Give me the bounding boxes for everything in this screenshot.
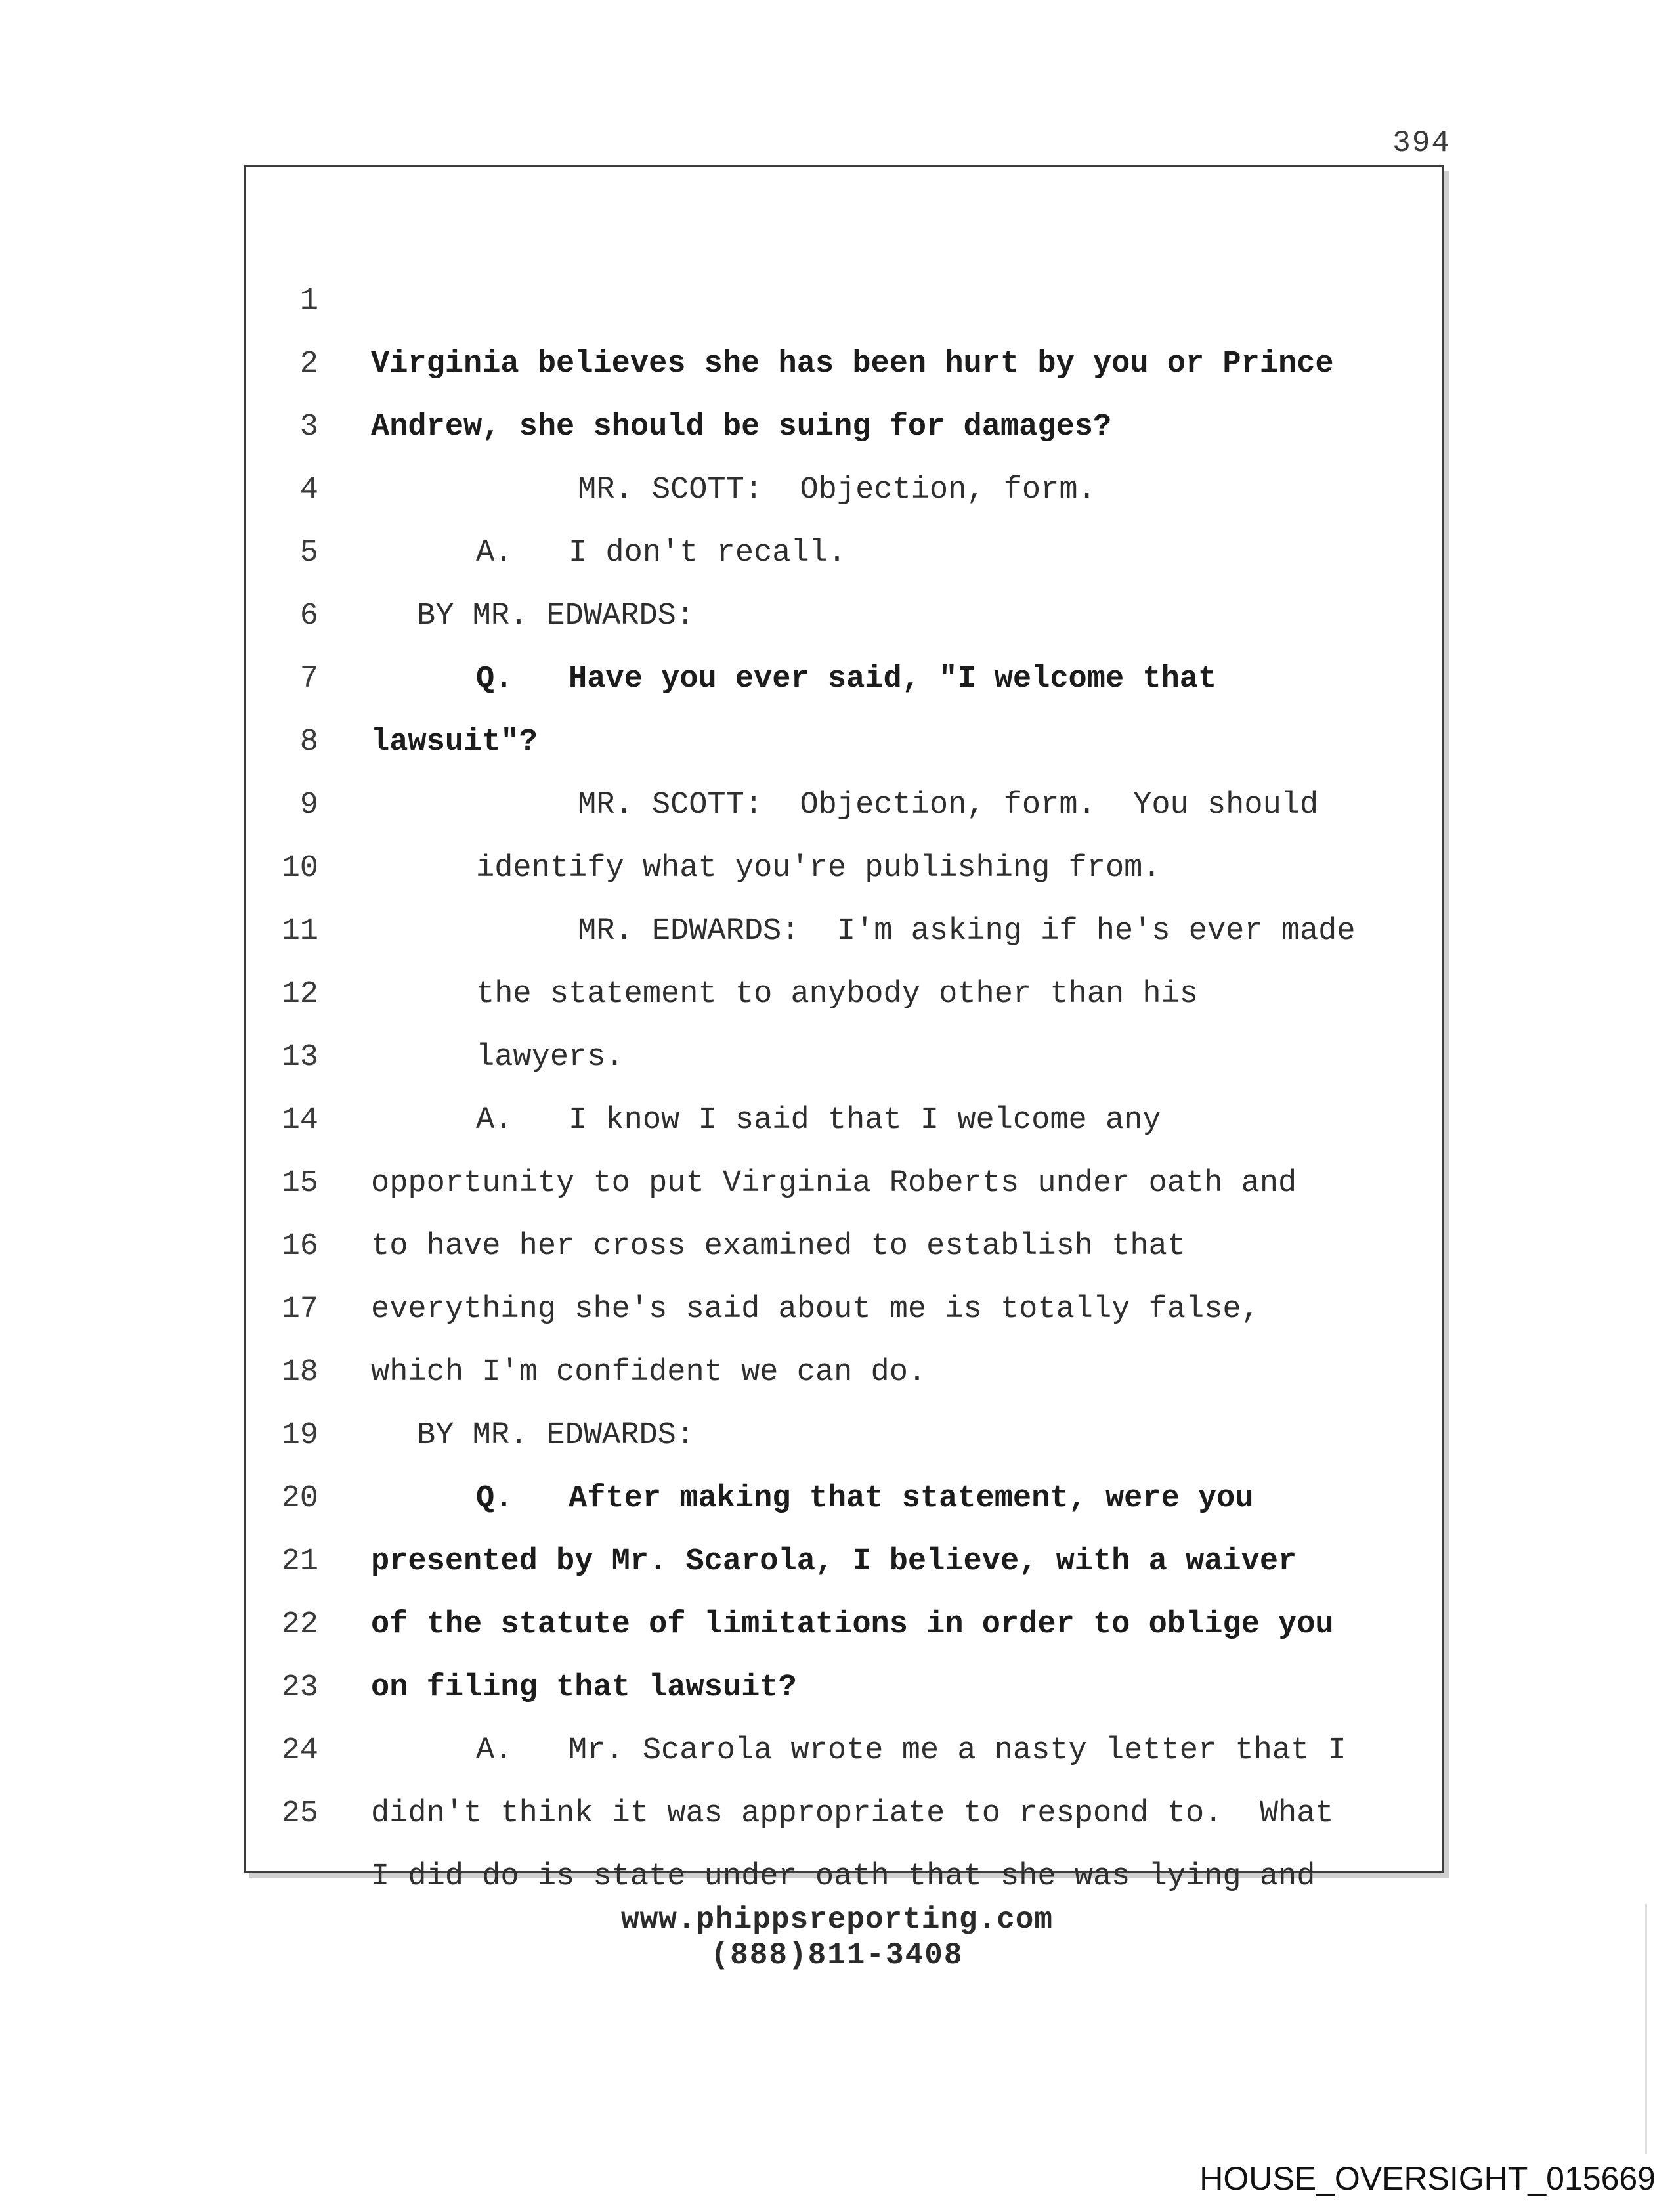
line-text: MR. SCOTT: Objection, form. bbox=[578, 473, 1096, 508]
line-text: BY MR. EDWARDS: bbox=[417, 1418, 695, 1453]
footer-phone: (888)811-3408 bbox=[710, 1938, 964, 1972]
line-text: A. Mr. Scarola wrote me a nasty letter that I bbox=[476, 1733, 1346, 1768]
line-number: 8 bbox=[299, 725, 318, 760]
scan-edge bbox=[1645, 1904, 1647, 2154]
line-text: lawsuit"? bbox=[371, 725, 538, 760]
line-number: 20 bbox=[281, 1481, 318, 1516]
line-number: 16 bbox=[281, 1229, 318, 1264]
line-text: BY MR. EDWARDS: bbox=[417, 599, 695, 634]
line-text: MR. SCOTT: Objection, form. You should bbox=[578, 788, 1319, 823]
line-number: 1 bbox=[299, 284, 318, 318]
line-number: 15 bbox=[281, 1166, 318, 1201]
bates-number: HOUSE_OVERSIGHT_015669 bbox=[1199, 2160, 1656, 2197]
line-number: 4 bbox=[299, 473, 318, 508]
line-number: 11 bbox=[281, 914, 318, 949]
line-number: 24 bbox=[281, 1733, 318, 1768]
line-text: identify what you're publishing from. bbox=[476, 851, 1161, 886]
line-text: opportunity to put Virginia Roberts under oath and bbox=[371, 1166, 1297, 1201]
line-text: everything she's said about me is totally false, bbox=[371, 1292, 1260, 1327]
line-text: Q. Have you ever said, "I welcome that bbox=[476, 662, 1217, 697]
line-text: Virginia believes she has been hurt by you or Prince bbox=[371, 347, 1334, 381]
line-number: 9 bbox=[299, 788, 318, 823]
line-number: 17 bbox=[281, 1292, 318, 1327]
line-number: 19 bbox=[281, 1418, 318, 1453]
transcript-line bbox=[246, 207, 1446, 381]
line-number: 2 bbox=[299, 347, 318, 381]
line-number: 25 bbox=[281, 1796, 318, 1831]
line-text: Q. After making that statement, were you bbox=[476, 1481, 1254, 1516]
line-number: 12 bbox=[281, 977, 318, 1012]
line-text: of the statute of limitations in order to oblige you bbox=[371, 1607, 1334, 1642]
line-number: 6 bbox=[299, 599, 318, 634]
line-number: 13 bbox=[281, 1040, 318, 1075]
line-text: didn't think it was appropriate to respond to. What bbox=[371, 1796, 1334, 1831]
line-text: Andrew, she should be suing for damages? bbox=[371, 410, 1112, 445]
line-text: lawyers. bbox=[476, 1040, 624, 1075]
line-number: 14 bbox=[281, 1103, 318, 1138]
line-text: MR. EDWARDS: I'm asking if he's ever made bbox=[578, 914, 1356, 949]
line-number: 3 bbox=[299, 410, 318, 445]
line-number: 21 bbox=[281, 1544, 318, 1579]
line-text: on filing that lawsuit? bbox=[371, 1670, 797, 1705]
line-number: 5 bbox=[299, 536, 318, 571]
line-number: 22 bbox=[281, 1607, 318, 1642]
footer-website: www.phippsreporting.com bbox=[621, 1903, 1053, 1937]
line-text: I did do is state under oath that she was lying and bbox=[371, 1859, 1316, 1894]
line-number: 7 bbox=[299, 662, 318, 697]
line-number: 18 bbox=[281, 1355, 318, 1390]
line-text: A. I know I said that I welcome any bbox=[476, 1103, 1161, 1138]
line-text: the statement to anybody other than his bbox=[476, 977, 1198, 1012]
line-text: A. I don't recall. bbox=[476, 536, 847, 571]
line-number: 23 bbox=[281, 1670, 318, 1705]
page-number: 394 bbox=[1392, 126, 1451, 160]
line-text: to have her cross examined to establish that bbox=[371, 1229, 1186, 1264]
line-number: 10 bbox=[281, 851, 318, 886]
line-text: which I'm confident we can do. bbox=[371, 1355, 927, 1390]
transcript-box bbox=[244, 165, 1444, 1894]
line-text: presented by Mr. Scarola, I believe, with a waiver bbox=[371, 1544, 1297, 1579]
